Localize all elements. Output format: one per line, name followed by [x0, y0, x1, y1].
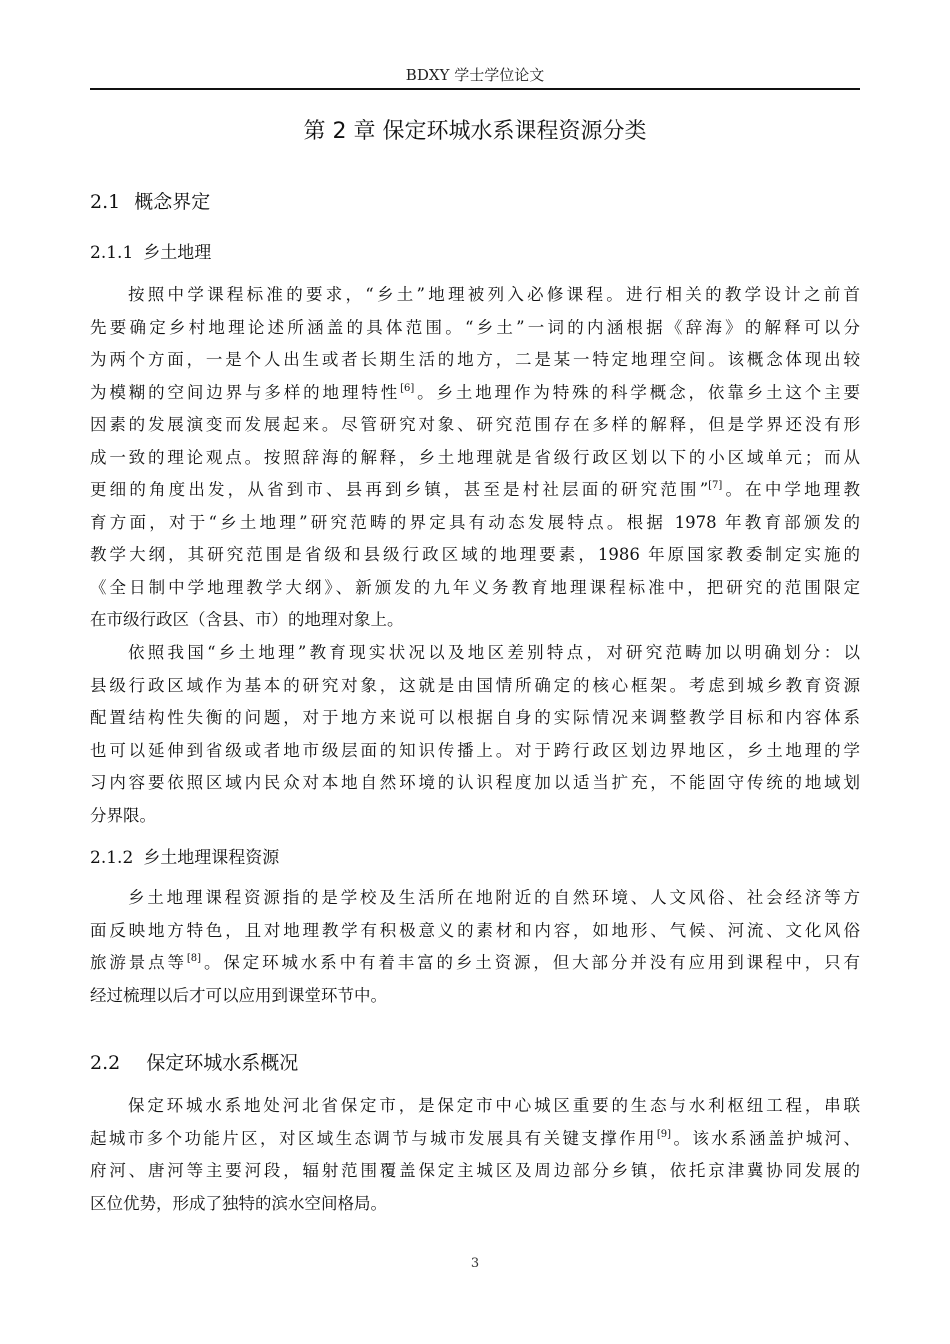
text-line: 习内容要依照区域内民众对本地自然环境的认识程度加以适当扩充，不能固守传统的地域划 [90, 773, 860, 792]
paragraph-water-system-overview [90, 1090, 860, 1220]
text-segment: 起城市多个功能片区，对区域生态调节与城市发展具有关键支撑作用 [90, 1128, 657, 1148]
citation-ref: [9] [656, 1128, 672, 1140]
text-segment: 。在中学地理教 [722, 480, 861, 499]
text-line [90, 474, 860, 507]
citation-ref: [7] [708, 480, 723, 491]
section-title: 乡土地理课程资源 [143, 848, 280, 868]
text-line: 成一致的理论观点。按照辞海的解释，乡土地理就是省级行政区划以下的小区域单元；而从 [90, 447, 860, 467]
text-line: 县级行政区域作为基本的研究对象，这就是由国情所确定的核心框架。考虑到城乡教育资源 [90, 675, 860, 695]
text-line: 分界限。 [90, 805, 156, 825]
text-line: 先要确定乡村地理论述所涵盖的具体范围。“乡土”一词的内涵根据《辞海》的解释可以分 [90, 317, 860, 337]
section-number: 2.1 [90, 191, 121, 213]
section-heading-2-1-1 [90, 241, 211, 265]
text-segment: 为模糊的空间边界与多样的地理特性 [90, 382, 401, 402]
section-title: 保定环城水系概况 [146, 1052, 299, 1074]
text-line: 因素的发展演变而发展起来。尽管研究对象、研究范围存在多样的解释，但是学界还没有形 [90, 415, 860, 434]
text-line: 保定环城水系地处河北省保定市，是保定市中心城区重要的生态与水利枢纽工程，串联 [128, 1096, 860, 1115]
citation-ref: [8] [186, 953, 202, 964]
text-line: 《全日制中学地理教学大纲》、新颁发的九年义务教育地理课程标准中，把研究的范围限定 [90, 577, 860, 597]
text-line: 经过梳理以后才可以应用到课堂环节中。 [90, 985, 387, 1005]
paragraph-curriculum-resources [90, 882, 860, 1012]
header-rule [90, 88, 860, 90]
section-title: 乡土地理 [143, 243, 212, 263]
text-segment: 。保定环城水系中有着丰富的乡土资源，但大部分并没有应用到课程中，只有 [201, 953, 861, 972]
text-line: 区位优势，形成了独特的滨水空间格局。 [90, 1193, 387, 1213]
text-line: 府河、唐河等主要河段，辐射范围覆盖保定主城区及周边部分乡镇，依托京津冀协同发展的 [90, 1161, 860, 1180]
text-line: 在市级行政区（含县、市）的地理对象上。 [90, 610, 404, 629]
text-line [90, 947, 860, 980]
section-heading-2-2 [90, 1050, 298, 1076]
section-number: 2.1.1 [90, 243, 134, 263]
citation-ref: [6] [400, 382, 415, 394]
text-line: 按照中学课程标准的要求，“乡土”地理被列入必修课程。进行相关的教学设计之前首 [128, 285, 860, 304]
text-line: 配置结构性失衡的问题，对于地方来说可以根据自身的实际情况来调整教学目标和内容体系 [90, 708, 860, 727]
section-heading-2-1 [90, 189, 210, 215]
text-segment: 。乡土地理作为特殊的科学概念，依靠乡土这个主要 [414, 382, 861, 402]
section-number: 2.1.2 [90, 848, 134, 868]
text-line [90, 1123, 860, 1156]
section-number: 2.2 [90, 1052, 121, 1074]
page-number: 3 [470, 1256, 480, 1271]
chapter-title: 第 2 章 保定环城水系课程资源分类 [303, 119, 647, 144]
running-header: BDXY 学士学位论文 [405, 66, 545, 84]
section-title: 概念界定 [134, 191, 211, 213]
text-line: 乡土地理课程资源指的是学校及生活所在地附近的自然环境、人文风俗、社会经济等方 [128, 888, 860, 907]
text-line: 依照我国“乡土地理”教育现实状况以及地区差别特点，对研究范畴加以明确划分：以 [128, 643, 860, 662]
section-heading-2-1-2 [90, 846, 279, 870]
paragraph-local-geography [90, 279, 860, 637]
text-line: 也可以延伸到省级或者地市级层面的知识传播上。对于跨行政区划边界地区，乡土地理的学 [90, 740, 860, 760]
text-line: 为两个方面，一是个人出生或者长期生活的地方，二是某一特定地理空间。该概念体现出较 [90, 350, 860, 369]
paragraph-scope-division [90, 637, 860, 832]
text-line: 教学大纲，其研究范围是省级和县级行政区域的地理要素，1986 年原国家教委制定实施的 [90, 545, 860, 564]
text-line [90, 377, 860, 410]
text-line: 育方面，对于“乡土地理”研究范畴的界定具有动态发展特点。根据 1978 年教育部颁发的 [90, 512, 860, 532]
text-segment: 。该水系涵盖护城河、 [671, 1128, 861, 1148]
text-segment: 更细的角度出发，从省到市、县再到乡镇，甚至是村社层面的研究范围” [90, 480, 709, 499]
text-line: 面反映地方特色，且对地理教学有积极意义的素材和内容，如地形、气候、河流、文化风俗 [90, 920, 860, 940]
text-segment: 旅游景点等 [90, 953, 187, 972]
